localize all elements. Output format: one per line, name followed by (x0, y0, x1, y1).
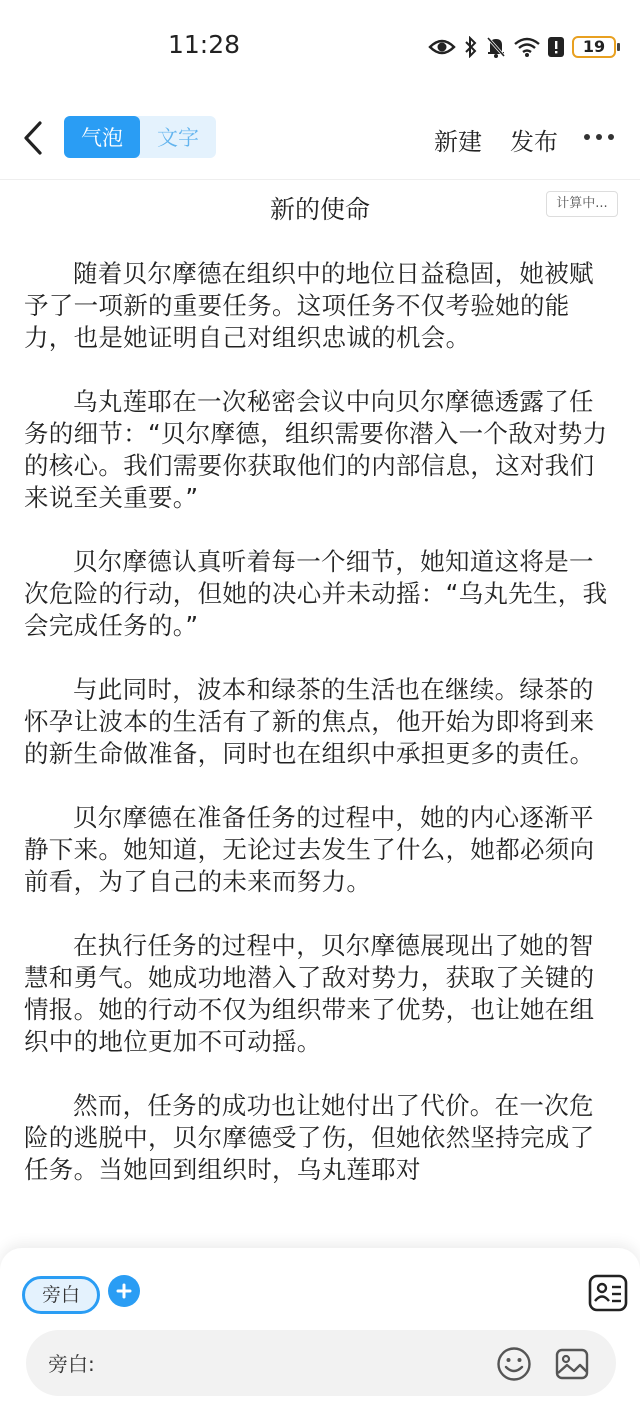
status-bar (0, 0, 640, 96)
status-icons (428, 34, 616, 60)
plus-icon[interactable] (108, 1275, 140, 1307)
eye-icon (428, 37, 456, 57)
more-dots-icon[interactable] (584, 134, 614, 140)
paragraph: 随着贝尔摩德在组织中的地位日益稳固，她被赋予了一项新的重要任务。这项任务不仅考验她的能力，也是她证明自己对组织忠诚的机会。 (24, 259, 594, 352)
alert-icon (548, 36, 564, 58)
paragraph: 贝尔摩德认真听着每一个细节，她知道这将是一次危险的行动，但她的决心并未动摇：“乌丸先生，我会完成任务的。” (24, 547, 608, 640)
document-body[interactable] (24, 258, 618, 1248)
mode-segmented-control (64, 116, 216, 158)
image-icon[interactable] (554, 1346, 590, 1382)
top-bar (0, 96, 640, 180)
contact-card-icon[interactable] (588, 1274, 628, 1312)
back-button[interactable] (18, 118, 48, 158)
mute-bell-icon (486, 36, 506, 58)
chevron-left-icon (22, 120, 44, 156)
emoji-icon[interactable] (496, 1346, 532, 1382)
composer-input-box (26, 1330, 616, 1396)
paragraph: 在执行任务的过程中，贝尔摩德展现出了她的智慧和勇气。她成功地潜入了敌对势力，获取了关键的情报。她的行动不仅为组织带来了优势，也让她在组织中的地位更加不可动摇。 (24, 931, 595, 1056)
tab-text[interactable]: 文字 (157, 126, 199, 150)
publish-button[interactable]: 发布 (510, 128, 558, 156)
composer-panel (0, 1248, 640, 1422)
status-badge: 计算中... (546, 191, 618, 217)
input-label: 旁白: (48, 1352, 95, 1376)
message-input[interactable] (108, 1342, 488, 1384)
battery-icon: 19 (572, 36, 616, 58)
paragraph: 然而，任务的成功也让她付出了代价。在一次危险的逃脱中，贝尔摩德受了伤，但她依然坚持完成了任务。当她回到组织时，乌丸莲耶对 (24, 1091, 595, 1184)
paragraph: 贝尔摩德在准备任务的过程中，她的内心逐渐平静下来。她知道，无论过去发生了什么，她都必须向前看，为了自己的未来而努力。 (24, 803, 595, 896)
role-chip-narrator[interactable]: 旁白 (22, 1276, 100, 1314)
document-title[interactable]: 新的使命 (269, 195, 370, 224)
tab-bubble[interactable]: 气泡 (64, 116, 140, 158)
paragraph: 与此同时，波本和绿茶的生活也在继续。绿茶的怀孕让波本的生活有了新的焦点，他开始为即将到来的新生命做准备，同时也在组织中承担更多的责任。 (24, 675, 595, 768)
bluetooth-icon (464, 36, 478, 58)
new-button[interactable]: 新建 (434, 128, 482, 156)
paragraph: 乌丸莲耶在一次秘密会议中向贝尔摩德透露了任务的细节：“贝尔摩德，组织需要你潜入一个敌对势力的核心。我们需要你获取他们的内部信息，这对我们来说至关重要。” (24, 387, 608, 512)
status-time: 11:28 (168, 30, 241, 59)
wifi-icon (514, 37, 540, 57)
